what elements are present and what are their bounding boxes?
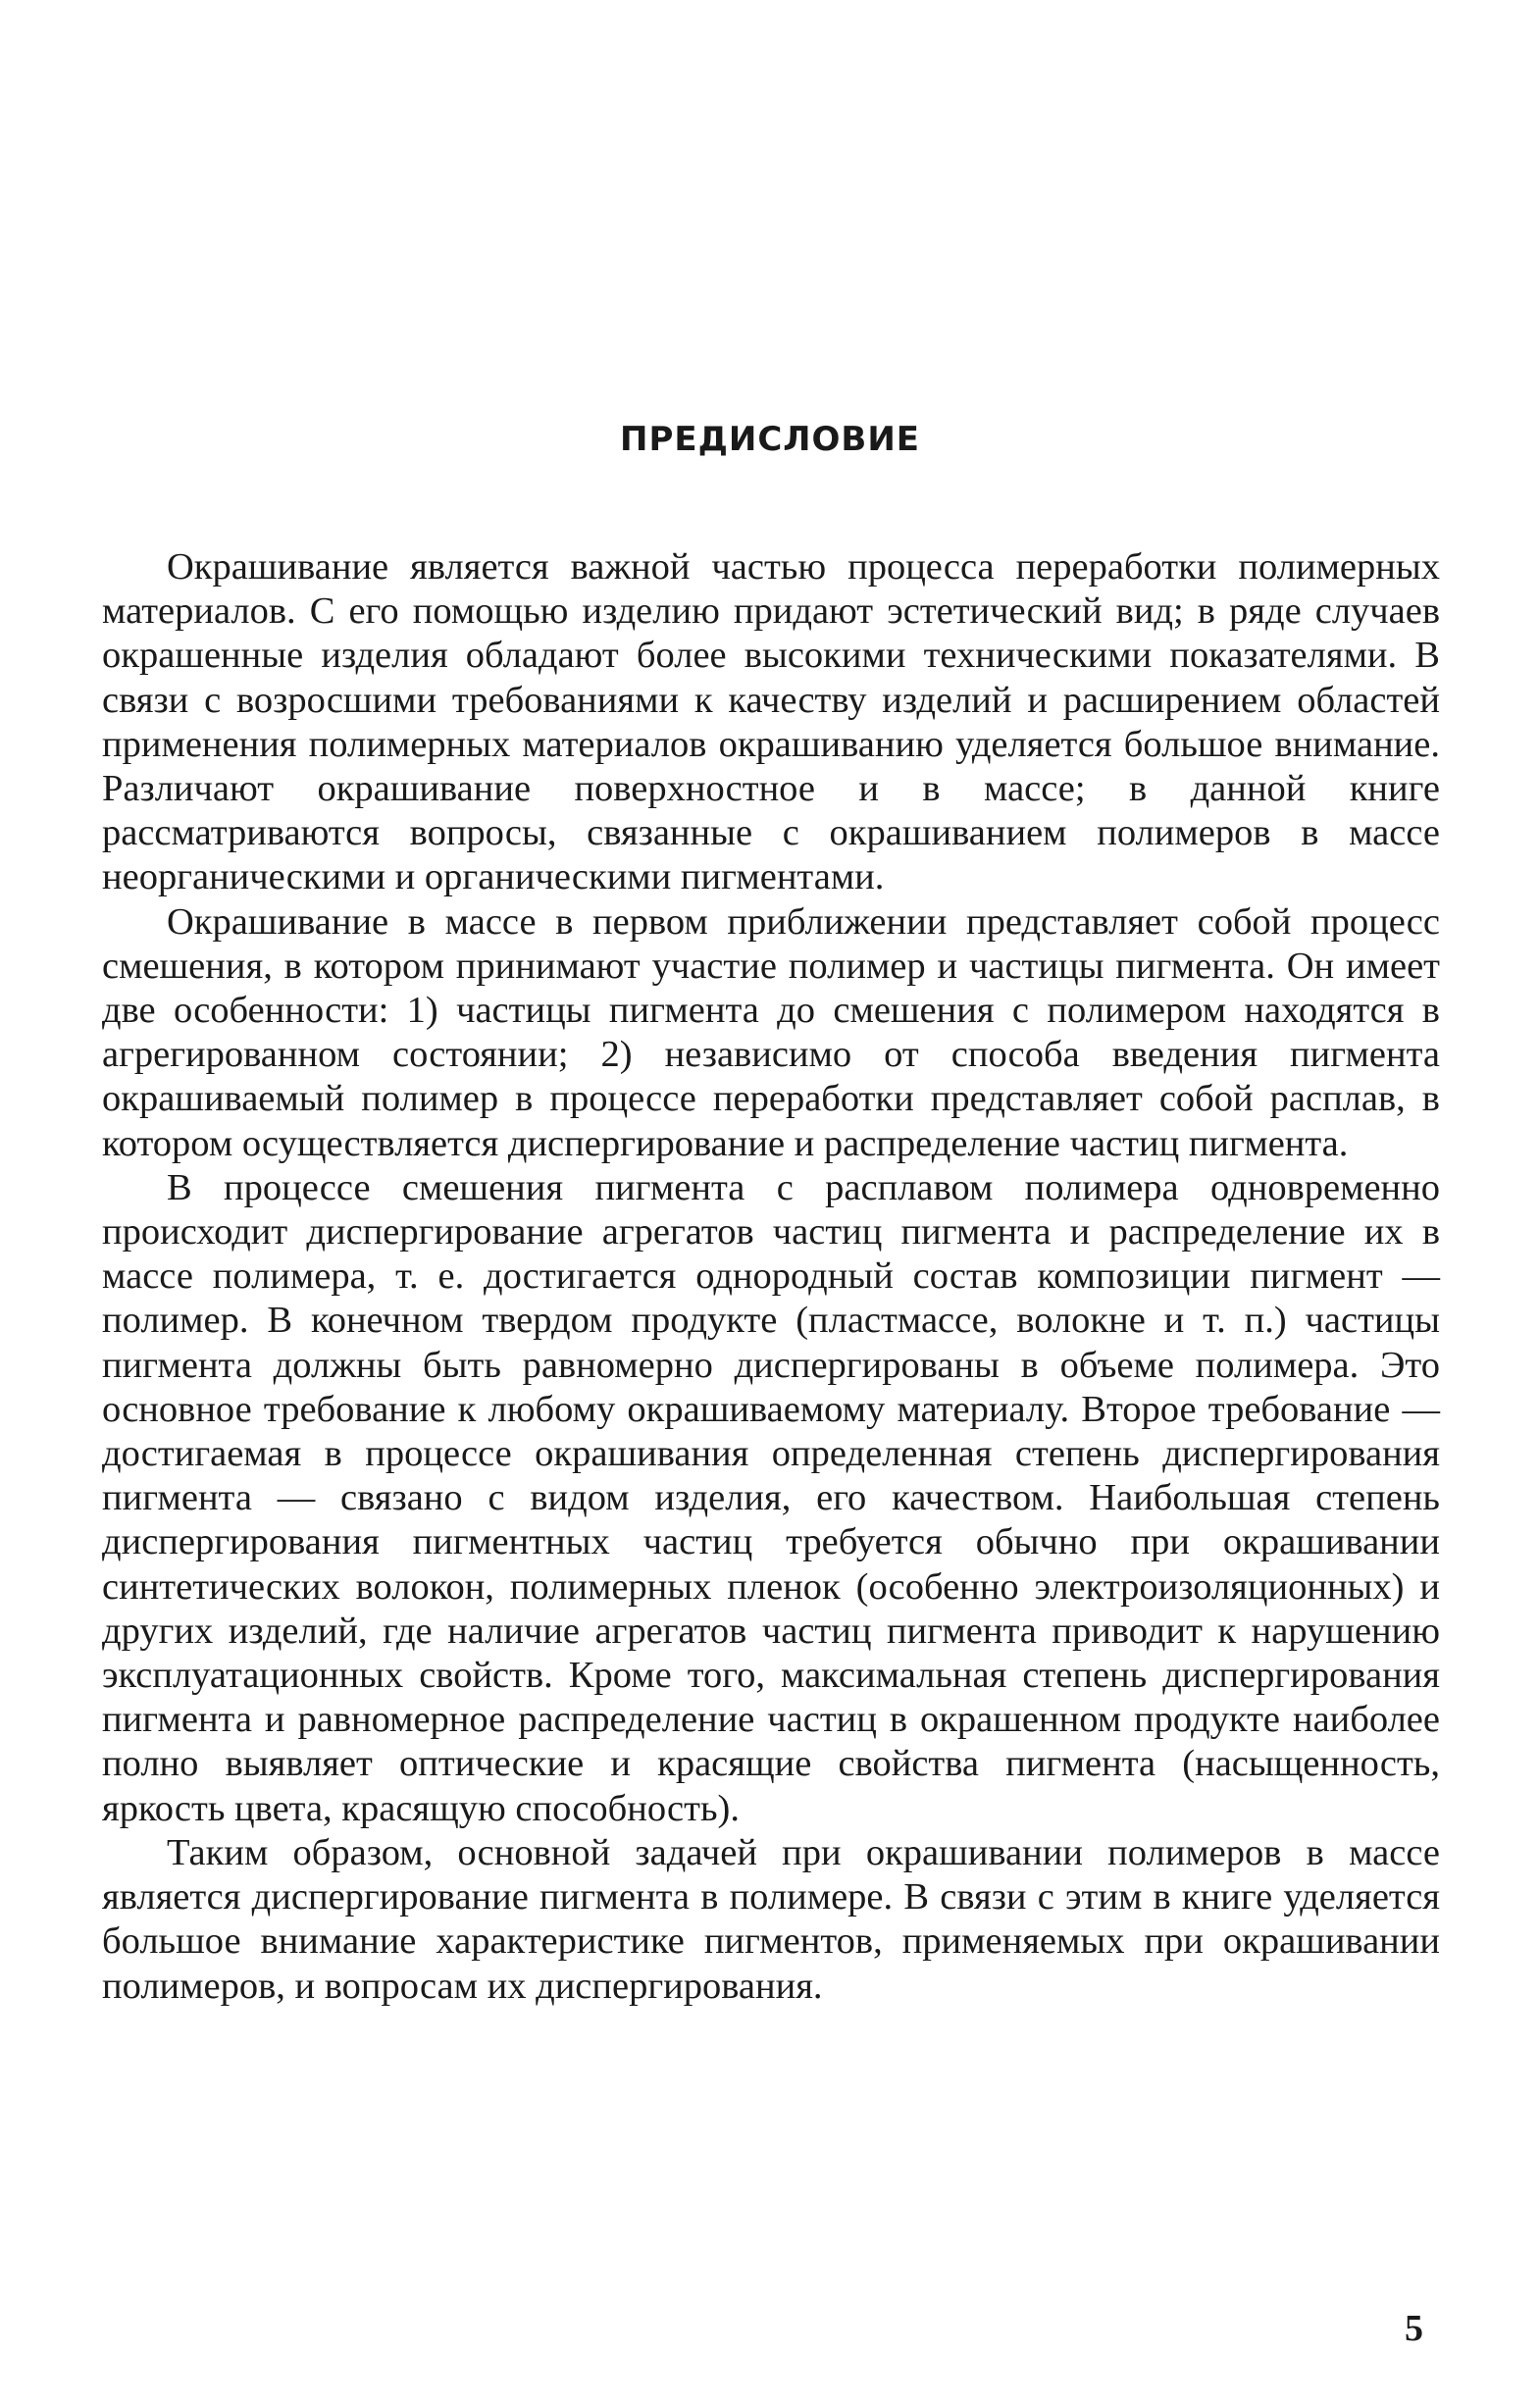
- page-number: 5: [1405, 2308, 1423, 2349]
- page-title: ПРЕДИСЛОВИЕ: [619, 420, 921, 459]
- paragraph: Таким образом, основной задачей при окрашивании полимеров в массе является диспергирование пигмента в полимере. В связи с этим в книге уделяется большое внимание характеристике пигментов, применяемых при окрашивании полимеров, и вопросам их диспергирования.: [102, 1831, 1440, 2007]
- paragraph: Окрашивание является важной частью процесса переработки полимерных материалов. С его помощью изделию придают эстетический вид; в ряде случаев окрашенные изделия обладают более высокими техническими показателями. В связи с возросшими требованиями к качеству изделий и расширением областей применения полимерных материалов окрашиванию уделяется большое внимание. Различают окрашивание поверхностное и в массе; в данной книге рассматриваются вопросы, связанные с окрашиванием полимеров в массе неорганическими и органическими пигментами.: [102, 546, 1440, 898]
- paragraph: В процессе смешения пигмента с расплавом полимера одновременно происходит диспергирование агрегатов частиц пигмента и распределение их в массе полимера, т. е. достигается однородный состав композиции пигмент — полимер. В конечном твердом продукте (пластмассе, волокне и т. п.) частицы пигмента должны быть равномерно диспергированы в объеме полимера. Это основное требование к любому окрашиваемому материалу. Второе требование — достигаемая в процессе окрашивания определенная степень диспергирования пигмента — связано с видом изделия, его качеством. Наибольшая степень диспергирования пигментных частиц требуется обычно при окрашивании синтетических волокон, полимерных пленок (особенно электроизоляционных) и других изделий, где наличие агрегатов частиц пигмента приводит к нарушению эксплуатационных свойств. Кроме того, максимальная степень диспергирования пигмента и равномерное распределение частиц в окрашенном продукте наиболее полно выявляет оптические и красящие свойства пигмента (насыщенность, яркость цвета, красящую способность).: [102, 1166, 1440, 1829]
- preface-body: [102, 545, 1440, 2009]
- paragraph: Окрашивание в массе в первом приближении представляет собой процесс смешения, в котором принимают участие полимер и частицы пигмента. Он имеет две особенности: 1) частицы пигмента до смешения с полимером находятся в агрегированном состоянии; 2) независимо от способа введения пигмента окрашиваемый полимер в процессе переработки представляет собой расплав, в котором осуществляется диспергирование и распределение частиц пигмента.: [102, 900, 1440, 1164]
